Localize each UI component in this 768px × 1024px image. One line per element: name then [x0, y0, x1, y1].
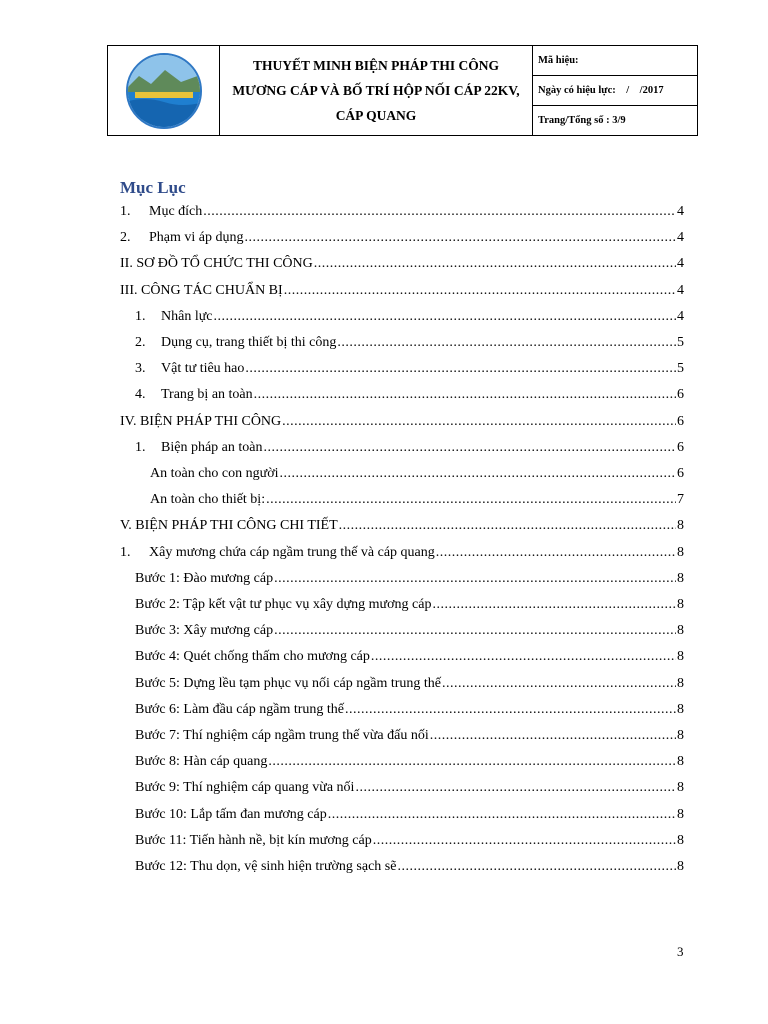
toc-entry-page: 6 [677, 387, 684, 403]
toc-entry-number: 2. [135, 335, 146, 350]
toc-entry[interactable] [135, 676, 684, 696]
page-count: Trang/Tổng số : 3/9 [538, 115, 626, 126]
effective-date: Ngày có hiệu lực: / /2017 [533, 76, 697, 106]
toc-entry-number: 1. [120, 204, 131, 219]
toc-leader-dots [355, 780, 676, 796]
title-line: CÁP QUANG [335, 108, 417, 123]
toc-entry-number: 3. [135, 361, 146, 377]
toc-entry-number: 1. [135, 308, 146, 324]
toc-entry-label: Nhân lực [161, 308, 213, 324]
toc-entry-label: V. BIỆN PHÁP THI CÔNG CHI TIẾT [120, 518, 338, 534]
toc-leader-dots [263, 440, 676, 456]
toc-leader-dots [280, 466, 676, 482]
toc-entry-label: Bước 8: Hàn cáp quang [135, 754, 268, 770]
toc-entry[interactable] [120, 230, 684, 250]
toc-entry-page: 8 [677, 544, 684, 560]
toc-entry-number: 1. [135, 439, 146, 455]
toc-entry-page: 8 [677, 518, 684, 534]
toc-entry[interactable] [120, 283, 684, 303]
toc-entry-page: 5 [677, 335, 684, 350]
toc-leader-dots [371, 649, 676, 665]
toc-leader-dots [397, 859, 676, 875]
toc-leader-dots [328, 807, 676, 823]
toc-entry-number: 4. [135, 387, 146, 403]
toc-entry-label: IV. BIỆN PHÁP THI CÔNG [120, 413, 282, 429]
toc-leader-dots [203, 204, 676, 220]
toc-entry-label: Bước 7: Thí nghiệm cáp ngầm trung thế vừa đấu nối [135, 728, 429, 743]
toc-leader-dots [430, 728, 676, 744]
toc-entry-label: Bước 11: Tiến hành nề, bịt kín mương cáp [135, 832, 372, 848]
logo-cell [108, 46, 220, 135]
toc-entry[interactable] [120, 204, 684, 224]
document-header [107, 45, 698, 136]
document-meta [533, 46, 697, 135]
toc-entry-page: 8 [677, 859, 684, 874]
toc-entry[interactable] [135, 387, 684, 407]
title-line: THUYẾT MINH BIỆN PHÁP THI CÔNG [253, 58, 499, 73]
toc-leader-dots [339, 518, 676, 534]
toc-entry-label: II. SƠ ĐỒ TỔ CHỨC THI CÔNG [120, 256, 313, 272]
toc-leader-dots [245, 361, 676, 377]
toc-entry[interactable] [135, 649, 684, 669]
toc-entry-label: Bước 3: Xây mương cáp [135, 623, 274, 639]
toc-entry-page: 6 [677, 439, 684, 455]
toc-entry[interactable] [120, 518, 684, 538]
code-label: Mã hiệu: [533, 46, 697, 76]
toc-entry[interactable] [135, 780, 684, 800]
toc-leader-dots [284, 283, 676, 299]
toc-leader-dots [442, 676, 676, 692]
toc-entry[interactable] [120, 545, 684, 565]
toc-leader-dots [274, 623, 676, 639]
toc-entry[interactable] [135, 807, 684, 827]
toc-entry[interactable] [120, 414, 684, 434]
toc-entry-label: Trang bị an toàn [161, 387, 253, 403]
toc-leader-dots [337, 335, 676, 351]
toc-entry-label: Bước 1: Đào mương cáp [135, 570, 274, 586]
toc-title: Mục Lục [120, 178, 186, 197]
toc-entry[interactable] [150, 466, 684, 486]
toc-leader-dots [314, 256, 676, 272]
toc-entry-label: Xây mương chứa cáp ngầm trung thế và cáp quang [149, 544, 435, 560]
toc-entry-page: 8 [677, 728, 684, 743]
toc-entry-label: Bước 2: Tập kết vật tư phục vụ xây dựng mương cáp [135, 597, 432, 612]
toc-entry-page: 4 [677, 230, 684, 246]
document-title [220, 46, 533, 135]
toc-leader-dots [268, 754, 676, 770]
toc-entry-label: Bước 6: Làm đầu cáp ngầm trung thế [135, 701, 344, 717]
toc-entry[interactable] [135, 571, 684, 591]
toc-leader-dots [266, 492, 676, 508]
toc-entry-label: Bước 12: Thu dọn, vệ sinh hiện trường sạch sẽ [135, 859, 397, 874]
toc-entry[interactable] [135, 440, 684, 460]
toc-entry-label: Vật tư tiêu hao [161, 361, 245, 377]
toc-leader-dots [282, 414, 676, 430]
toc-entry-label: Dụng cụ, trang thiết bị thi công [161, 335, 337, 350]
toc-entry[interactable] [135, 754, 684, 774]
toc-leader-dots [373, 833, 676, 849]
toc-entry-number: 1. [120, 544, 131, 560]
toc-entry[interactable] [135, 728, 684, 748]
company-logo-icon [125, 52, 203, 130]
toc-entry-page: 6 [677, 413, 684, 429]
toc-entry[interactable] [135, 859, 684, 879]
toc-leader-dots [432, 597, 676, 613]
toc-entry-page: 8 [677, 780, 684, 796]
toc-entry-label: Bước 5: Dựng lều tạm phục vụ nối cáp ngầm trung thế [135, 675, 442, 691]
toc-entry-page: 8 [677, 806, 684, 822]
toc-entry-label: Biện pháp an toàn [161, 439, 263, 455]
toc-entry-page: 8 [677, 675, 684, 691]
toc-leader-dots [274, 571, 676, 587]
toc-entry-label: Mục đích [149, 204, 203, 219]
page-number: 3 [677, 944, 684, 959]
toc-entry[interactable] [150, 492, 684, 512]
toc-leader-dots [245, 230, 677, 246]
title-line: MƯƠNG CÁP VÀ BỐ TRÍ HỘP NỐI CÁP 22KV, [232, 83, 520, 98]
toc-leader-dots [345, 702, 676, 718]
toc-leader-dots [254, 387, 676, 403]
toc-leader-dots [436, 545, 676, 561]
toc-entry-page: 8 [677, 832, 684, 848]
toc-entry-page: 8 [677, 649, 684, 665]
toc-entry-page: 4 [677, 204, 684, 219]
toc-entry-label: Phạm vi áp dụng [149, 230, 244, 246]
toc-entry[interactable] [135, 309, 684, 329]
toc-entry-label: Bước 9: Thí nghiệm cáp quang vừa nối [135, 780, 355, 796]
toc-entry-page: 7 [677, 492, 684, 508]
toc-entry-page: 4 [677, 256, 684, 272]
toc-entry-page: 4 [677, 282, 684, 298]
toc-entry[interactable] [135, 597, 684, 617]
toc-entry-label: Bước 10: Lắp tấm đan mương cáp [135, 806, 327, 822]
toc-entry-label: III. CÔNG TÁC CHUẨN BỊ [120, 282, 283, 298]
toc-leader-dots [214, 309, 676, 325]
toc-entry-page: 5 [677, 361, 684, 377]
toc-entry[interactable] [135, 623, 684, 643]
toc-entry[interactable] [135, 335, 684, 355]
toc-entry-page: 8 [677, 754, 684, 770]
toc-entry-label: An toàn cho con người [150, 466, 279, 481]
toc-entry-page: 4 [677, 308, 684, 324]
toc-entry-page: 8 [677, 570, 684, 586]
toc-entry[interactable] [135, 702, 684, 722]
toc-entry[interactable] [135, 361, 684, 381]
toc-entry-label: Bước 4: Quét chống thấm cho mương cáp [135, 649, 370, 665]
toc-entry-page: 6 [677, 466, 684, 481]
toc-entry-number: 2. [120, 230, 131, 246]
toc-entry-page: 8 [677, 701, 684, 717]
toc-entry-page: 8 [677, 623, 684, 639]
toc-entry[interactable] [135, 833, 684, 853]
toc-entry[interactable] [120, 256, 684, 276]
toc-entry-page: 8 [677, 597, 684, 612]
toc-entry-label: An toàn cho thiết bị: [150, 492, 266, 508]
